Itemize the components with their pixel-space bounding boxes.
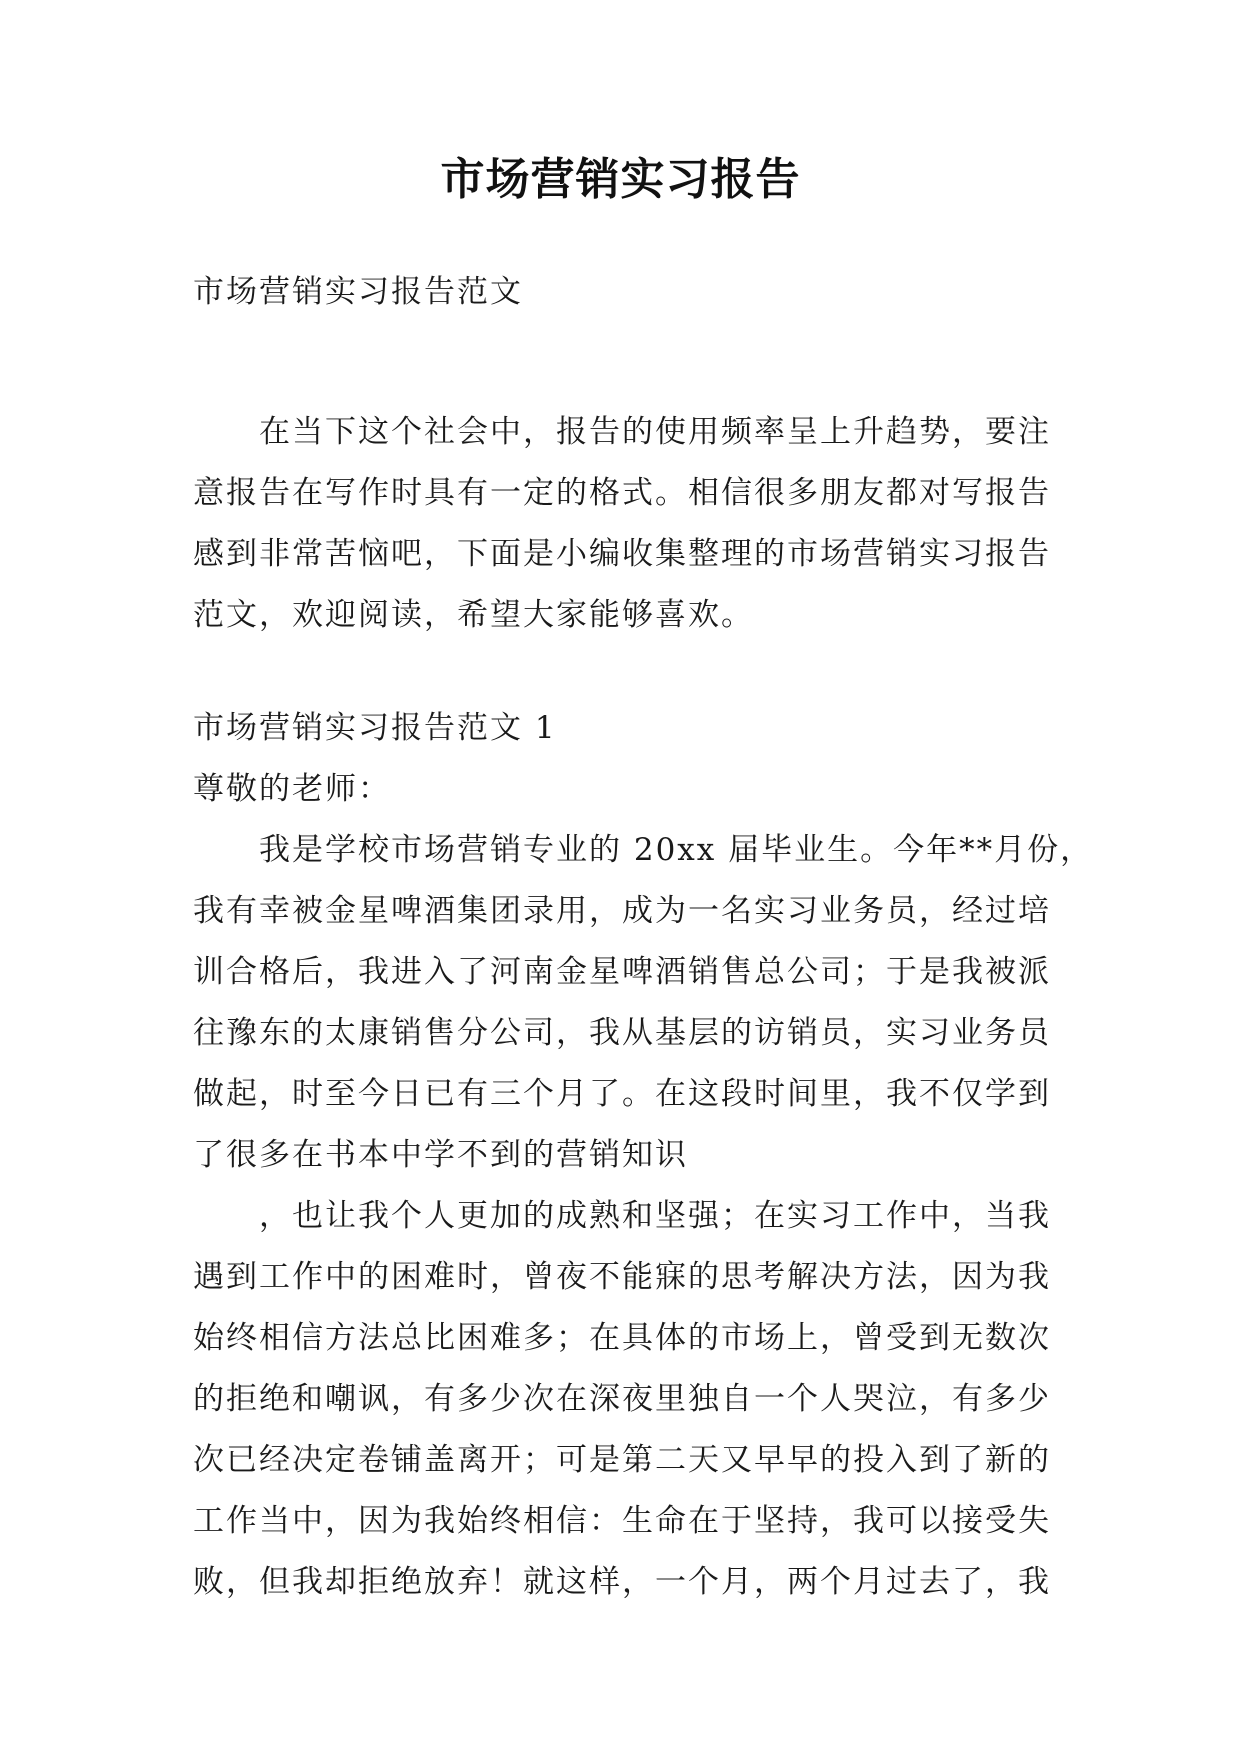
body-line: 次已经决定卷铺盖离开；可是第二天又早早的投入到了新的	[193, 1442, 1051, 1478]
document-title: 市场营销实习报告	[440, 154, 801, 205]
body-line: 往豫东的太康销售分公司，我从基层的访销员，实习业务员	[193, 1015, 1051, 1051]
body-line: 我是学校市场营销专业的 20xx 届毕业生。今年**月份，	[193, 832, 1094, 868]
section-heading: 市场营销实习报告范文 1	[193, 710, 557, 746]
section-1	[193, 698, 1094, 1613]
subtitle-line: 市场营销实习报告范文	[193, 274, 523, 310]
body-line: 败，但我却拒绝放弃！就这样，一个月，两个月过去了，我	[193, 1564, 1051, 1600]
intro-line: 感到非常苦恼吧，下面是小编收集整理的市场营销实习报告	[193, 536, 1051, 572]
intro-line: 在当下这个社会中，报告的使用频率呈上升趋势，要注	[193, 414, 1051, 450]
body-line: 的拒绝和嘲讽，有多少次在深夜里独自一个人哭泣，有多少	[193, 1381, 1051, 1417]
salutation: 尊敬的老师：	[193, 771, 391, 807]
body-line: 做起，时至今日已有三个月了。在这段时间里，我不仅学到	[193, 1076, 1051, 1112]
body-line: 始终相信方法总比困难多；在具体的市场上，曾受到无数次	[193, 1320, 1051, 1356]
body-line: 工作当中，因为我始终相信：生命在于坚持，我可以接受失	[193, 1503, 1051, 1539]
document-subtitle	[193, 262, 1063, 323]
intro-line: 范文，欢迎阅读，希望大家能够喜欢。	[193, 597, 754, 633]
body-line: 训合格后，我进入了河南金星啤酒销售总公司；于是我被派	[193, 954, 1051, 990]
intro-paragraph	[193, 402, 1063, 646]
intro-line: 意报告在写作时具有一定的格式。相信很多朋友都对写报告	[193, 475, 1051, 511]
body-line: ，也让我个人更加的成熟和坚强；在实习工作中，当我	[193, 1198, 1051, 1234]
body-line: 我有幸被金星啤酒集团录用，成为一名实习业务员，经过培	[193, 893, 1051, 929]
body-line: 了很多在书本中学不到的营销知识	[193, 1137, 688, 1173]
body-line: 遇到工作中的困难时，曾夜不能寐的思考解决方法，因为我	[193, 1259, 1051, 1295]
